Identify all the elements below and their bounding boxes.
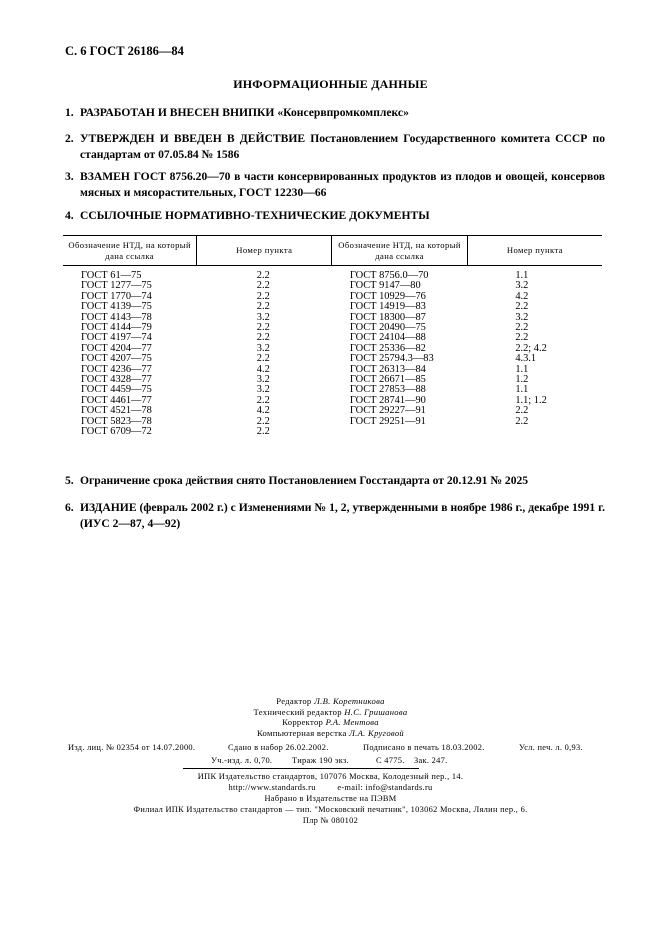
publisher-email: e-mail: info@standards.ru [337,783,433,792]
item-number: 2. [65,132,74,145]
ref-clause: 3.2 [256,384,270,396]
publisher-web: http://www.standards.ru [228,783,316,792]
ref-clause: 2.2; 4.2 [515,342,547,354]
imprint-set: Сдано в набор 26.02.2002. [228,743,329,752]
ref-clause: 2.2 [256,301,270,313]
ref-clause: 1.2 [515,374,529,386]
credit-layout [0,728,661,739]
credit-editor [0,696,661,707]
column-header: Номер пункта [467,236,602,266]
ref-clause: 1.1; 1.2 [515,394,547,406]
column-header: Номер пункта [197,236,332,266]
ref-document: ГОСТ 4204—77 [81,342,152,354]
ref-document: ГОСТ 26671—85 [349,374,426,386]
credit-role: Корректор [282,717,324,727]
credit-tech-editor [0,707,661,718]
item-number: 4. [65,209,74,222]
ref-clause: 2.2 [515,332,529,344]
ref-clause: 4.2 [256,363,270,375]
credit-name: Н.С. Гришанова [344,706,408,717]
publisher-address: ИПК Издательство стандартов, 107076 Москва, Колодезный пер., 14. [197,772,464,781]
item-number: 3. [65,170,74,183]
ref-clause: 3.2 [256,374,270,386]
table-row [63,266,602,282]
ref-clause: 2.2 [256,332,270,344]
column-header: Обозначение НТД, на который дана ссылка [332,236,467,266]
ref-document: ГОСТ 26313—84 [349,363,426,375]
ref-document: ГОСТ 25794.3—83 [349,353,434,365]
imprint-pub-sheets: Уч.-изд. л. 0,70. [211,756,273,765]
ref-clause: 1.1 [515,384,529,396]
ref-document: ГОСТ 18300—87 [349,311,426,323]
ref-document: ГОСТ 4459—75 [81,384,152,396]
ref-clause: 2.2 [256,353,270,365]
references-table [63,235,602,438]
table-header-row [63,236,602,266]
ref-document: ГОСТ 4461—77 [81,394,152,406]
item-text: Ограничение срока действия снято Постановлением Госстандарта от 20.12.91 № 2025 [80,474,529,487]
item-text: ВЗАМЕН ГОСТ 8756.20—70 в части консервированных продуктов из плодов и овощей, консервов мясных и мясорастительных, ГОСТ 12230—66 [80,170,605,199]
publisher-branch: Филиал ИПК Издательство стандартов — тип. "Московский печатник", 103062 Москва, Лялин пер., 6. [133,805,528,814]
info-item-1 [65,105,605,121]
ref-clause: 2.2 [256,394,270,406]
ref-clause: 2.2 [256,270,270,281]
ref-document: ГОСТ 4328—77 [81,374,152,386]
imprint-sheets: Усл. печ. л. 0,93. [519,743,583,752]
ref-document: ГОСТ 27853—88 [349,384,426,396]
ref-document: ГОСТ 10929—76 [349,290,426,302]
ref-document: ГОСТ 20490—75 [349,322,426,334]
credit-name: Л.А. Круговой [349,727,405,738]
ref-document: ГОСТ 4521—78 [81,405,152,417]
ref-clause: 2.2 [515,415,529,427]
divider [183,768,419,769]
publisher-license: Плр № 080102 [302,816,359,825]
table-row [63,427,602,437]
ref-document: ГОСТ 24104—88 [349,332,426,344]
ref-document: ГОСТ 4139—75 [81,301,152,313]
imprint-signed: Подписано в печать 18.03.2002. [363,743,485,752]
ref-clause: 2.2 [515,405,529,417]
ref-document: ГОСТ 4144—79 [81,322,152,334]
ref-document: ГОСТ 29251—91 [349,415,426,427]
imprint-order: Зак. 247. [414,756,448,765]
ref-clause: 1.1 [515,270,529,281]
item-text: ИЗДАНИЕ (февраль 2002 г.) с Изменениями № 1, 2, утвержденными в ноябре 1986 г., декабре 1991 г. (ИУС 2—87, 4—92) [80,501,605,530]
ref-document: ГОСТ 25336—82 [349,342,426,354]
ref-document: ГОСТ 14919—83 [349,301,426,313]
ref-clause: 3.2 [256,311,270,323]
item-text: УТВЕРЖДЕН И ВВЕДЕН В ДЕЙСТВИЕ Постановлением Государственного комитета СССР по стандартам от 07.05.84 № 1586 [80,132,605,161]
credit-name: Л.В. Коретникова [314,696,385,706]
ref-clause: 3.2 [515,280,529,292]
ref-document: ГОСТ 1770—74 [81,290,152,302]
imprint-license: Изд. лиц. № 02354 от 14.07.2000. [68,743,196,752]
imprint-run: Тираж 190 экз. [292,756,349,765]
ref-clause: 1.1 [515,363,529,375]
info-item-5 [65,473,605,489]
ref-clause: 2.2 [256,290,270,302]
ref-clause: 4.2 [256,405,270,417]
publisher-typeset: Набрано в Издательстве на ПЭВМ [264,794,397,803]
imprint-code: С 4775. [376,756,405,765]
item-number: 6. [65,501,74,514]
ref-document: ГОСТ 29227—91 [349,405,426,417]
ref-clause: 2.2 [515,301,529,313]
ref-clause: 2.2 [256,322,270,334]
item-text: РАЗРАБОТАН И ВНЕСЕН ВНИПКИ «Консервпромкомплекс» [80,106,409,119]
page-title: ИНФОРМАЦИОННЫЕ ДАННЫЕ [233,77,428,91]
ref-document: ГОСТ 4236—77 [81,363,152,375]
ref-document: ГОСТ 8756.0—70 [349,270,429,281]
publisher-contacts [0,782,661,793]
credit-name: Р.А. Ментова [325,717,379,727]
ref-document: ГОСТ 61—75 [81,270,142,281]
ref-clause: 3.2 [515,311,529,323]
ref-clause: 2.2 [515,322,529,334]
credit-role: Редактор [276,696,312,706]
info-item-3 [65,169,605,201]
ref-document [332,427,467,437]
ref-document: ГОСТ 9147—80 [349,280,421,292]
table-body [63,266,602,438]
credits-block [0,696,661,738]
info-item-6 [65,500,605,532]
page-header: С. 6 ГОСТ 26186—84 [65,44,184,58]
ref-document: ГОСТ 4197—74 [81,332,152,344]
ref-document: ГОСТ 4143—78 [81,311,152,323]
ref-document: ГОСТ 5823—78 [81,415,152,427]
credit-role: Технический редактор [253,706,342,717]
ref-document: ГОСТ 28741—90 [349,394,426,406]
ref-clause: 2.2 [256,415,270,427]
info-item-2 [65,131,605,163]
item-text: ССЫЛОЧНЫЕ НОРМАТИВНО-ТЕХНИЧЕСКИЕ ДОКУМЕНТЫ [80,209,430,222]
ref-document: ГОСТ 1277—75 [81,280,152,292]
item-number: 1. [65,106,74,119]
ref-clause: 4.3.1 [515,353,537,365]
ref-clause: 2.2 [256,426,270,438]
credit-role: Компьютерная верстка [256,727,347,738]
info-item-4 [65,208,605,224]
ref-document: ГОСТ 6709—72 [81,426,152,438]
credit-corrector [0,717,661,728]
ref-clause [467,427,602,437]
publisher-block [0,771,661,826]
column-header: Обозначение НТД, на который дана ссылка [63,236,197,266]
ref-document: ГОСТ 4207—75 [81,353,152,365]
ref-clause: 2.2 [256,280,270,292]
ref-clause: 4.2 [515,290,529,302]
ref-clause: 3.2 [256,342,270,354]
item-number: 5. [65,474,74,487]
